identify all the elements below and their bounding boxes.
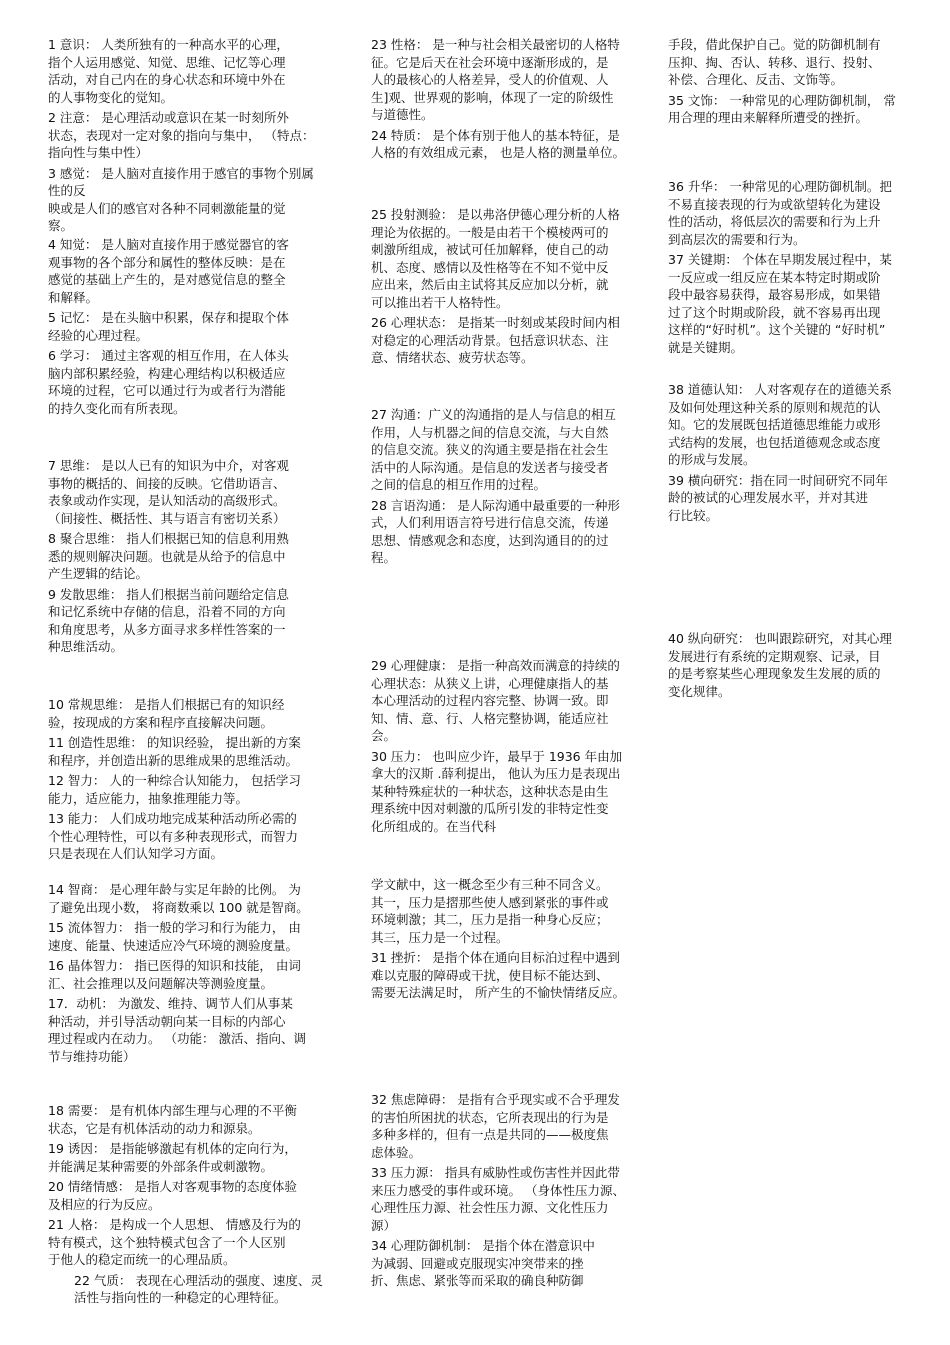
term-block-34-35	[668, 36, 918, 130]
term-entry: 27 沟通：广义的沟通指的是人与信息的相互 作用，人与机器之间的信息交流，与大自然 的信息交流。狭义的沟通主要是指在社会生 活中的人际沟通。是信息的发送者与接受者 之间的信息的相互作用的过程。	[371, 407, 616, 492]
term-block-30-31	[371, 876, 647, 1005]
term-entry: 26 心理状态： 是指某一时刻或某段时间内相 对稳定的心理活动背景。包括意识状态、注 意、情绪状态、疲劳状态等。	[371, 315, 620, 365]
term-entry: 12 智力： 人的一种综合认知能力， 包括学习 能力，适应能力，抽象推理能力等。	[48, 773, 301, 806]
term-entry: 9 发散思维： 指人们根据当前问题给定信息 和记忆系统中存储的信息，沿着不同的方向 和角度思考，从多方面寻求多样性答案的一 种思维活动。	[48, 586, 289, 654]
term-block-1-3	[48, 36, 324, 238]
term-entry: 7 思维： 是以人已有的知识为中介，对客观 事物的概括的、间接的反映。它借助语言、 表象或动作实现，是认知活动的高级形式。 （间接性、概括性、其与语言有密切关系）	[48, 458, 289, 526]
term-entry: 39 横向研究：指在同一时间研究不同年 龄的被试的心理发展水平，并对其进 行比较。	[668, 472, 888, 523]
term-entry: 14 智商： 是心理年龄与实足年龄的比例。 为 了避免出现小数， 将商数乘以 100 就是智商。	[48, 882, 309, 915]
term-entry: 3 感觉： 是人脑对直接作用于感官的事物个别属性的反 映或是人们的感官对各种不同刺激能量的觉 察。	[48, 165, 314, 233]
term-block-29-30	[371, 657, 647, 838]
term-entry: 学文献中，这一概念至少有三种不同含义。 其一，压力是摺那些使人感到紧张的事件或 环境刺激；其二，压力是指一种身心反应； 其三，压力是一个过程。	[371, 877, 609, 945]
term-entry: 1 意识： 人类所独有的一种高水平的心理， 指个人运用感觉、知觉、思维、记忆等心理 活动，对自己内在的身心状态和环境中外在 的人事物变化的觉知。	[48, 37, 289, 105]
term-block-32-34	[371, 1091, 647, 1293]
term-entry: 19 诱因： 是指能够激起有机体的定向行为， 并能满足某种需要的外部条件或刺激物。	[48, 1141, 297, 1174]
term-entry: 28 言语沟通： 是人际沟通中最重要的一种形 式，人们利用语言符号进行信息交流，传递 思想、情感观念和态度，达到沟通目的的过 程。	[371, 497, 620, 565]
term-entry: 23 性格： 是一种与社会相关最密切的人格特 征。它是后天在社会环境中逐渐形成的，是 人的最核心的人格差异，受人的价值观、人 生]观、世界观的影响，体现了一定的阶级性 与道德性。	[371, 37, 620, 122]
term-entry: 20 情绪情感： 是指人对客观事物的态度体验 及相应的行为反应。	[48, 1179, 297, 1212]
term-entry: 10 常规思维： 是指人们根据已有的知识经 验，按现成的方案和程序直接解决问题。	[48, 697, 285, 730]
term-entry: 36 升华： 一种常见的心理防御机制。把 不易直接表现的行为或欲望转化为建设 性的活动，将低层次的需要和行为上升 到高层次的需要和行为。	[668, 179, 892, 247]
term-entry: 29 心理健康： 是指一种高效而满意的持续的 心理状态：从狭义上讲，心理健康指人的基 本心理活动的过程内容完整、协调一致。即 知、情、意、行、人格完整协调，能适应社 会。	[371, 658, 620, 743]
term-entry: 40 纵向研究： 也叫跟踪研究，对其心理 发展进行有系统的定期观察、记录，目 的是考察某些心理现象发生发展的质的 变化规律。	[668, 631, 892, 699]
term-entry: 13 能力： 人们成功地完成某种活动所必需的 个性心理特性，可以有多种表现形式，而智力 只是表现在人们认知学习方面。	[48, 811, 299, 861]
term-entry: 16 晶体智力： 指已医得的知识和技能， 由词 汇、社会推理以及问题解决等测验度量。	[48, 958, 301, 991]
term-entry: 30 压力： 也叫应少许，最早于 1936 年由加 拿大的汉斯 .薛利提出， 他认为压力是表现出 某种特殊症状的一种状态，这种状态是由生 理系统中因对刺激的瓜所引发的非特定性变 化所组成的。在当代科	[371, 748, 623, 834]
term-entry: 24 特质： 是个体有别于他人的基本特征，是 人格的有效组成元素， 也是人格的测量单位。	[371, 127, 625, 160]
term-entry: 手段，借此保护自己。觉的防御机制有 压抑、掏、否认、转移、退行、投射、 补偿、合理化、反击、文饰等。	[668, 37, 881, 87]
term-entry: 8 聚合思维： 指人们根据已知的信息利用熟 悉的规则解决问题。也就是从给予的信息中 产生逻辑的结论。	[48, 531, 289, 581]
term-block-27-28	[371, 406, 647, 570]
term-entry: 22 气质： 表现在心理活动的强度、速度、灵 活性与指向性的一种稳定的心理特征。	[74, 1272, 323, 1305]
term-entry: 17．动机： 为激发、维持、调节人们从事某 种活动，并引导活动朝向某一目标的内部心 理过程或内在动力。 （功能： 激活、指向、调 节与维持功能）	[48, 996, 306, 1064]
term-block-7-9	[48, 457, 324, 659]
term-block-10-13	[48, 696, 324, 866]
term-entry: 25 投射测验： 是以弗洛伊德心理分析的人格 理论为依据的。一般是由若干个模棱两可的 刺激所组成，被试可任加解释，使自己的动 机、态度、感情以及性格等在不知不觉中反 应出来，然后由主试将其反应加以分析，就 可以推出若干人格特性。	[371, 207, 620, 310]
term-entry: 31 挫折： 是指个体在通向目标泊过程中遇到 难以克服的障碍或干扰，使目标不能达到、 需要无法满足时， 所产生的不愉快情绪反应。	[371, 950, 625, 1000]
term-entry: 4 知觉： 是人脑对直接作用于感觉器官的客 观事物的各个部分和属性的整体反映：是在 感觉的基础上产生的，是对感觉信息的整全 和解释。	[48, 237, 289, 305]
term-block-38-39	[668, 381, 918, 527]
term-entry: 5 记忆： 是在头脑中积累，保存和提取个体 经验的心理过程。	[48, 310, 289, 343]
term-entry: 11 创造性思维： 的知识经验， 提出新的方案 和程序，并创造出新的思维成果的思维活动。	[48, 735, 301, 768]
term-entry: 2 注意： 是心理活动或意识在某一时刻所外 状态，表现对一定对象的指向与集中， （特点： 指向性与集中性）	[48, 110, 315, 160]
term-block-23-24	[371, 36, 647, 165]
term-block-36-37	[668, 178, 918, 359]
term-block-14-17	[48, 881, 324, 1068]
term-block-18-22	[48, 1102, 324, 1310]
term-entry: 15 流体智力： 指一般的学习和行为能力， 由 速度、能量、快速适应冷气环境的测验度量。	[48, 920, 301, 953]
term-entry: 35 文饰： 一种常见的心理防御机制， 常 用合理的理由来解释所遭受的挫折。	[668, 92, 896, 125]
term-entry: 37 关键期： 个体在早期发展过程中，某 一反应或一组反应在某本特定时期或阶 段中最容易获得，最容易形成，如果错 过了这个时期或阶段，就不容易再出现 这样的“好时机”。这个关键的 “好时机” 就是关键期。	[668, 252, 892, 355]
term-entry: 33 压力源： 指具有威胁性或伤害性并因此带 来压力感受的事件或环境。 （身体性压力源、 心理性压力源、社会性压力源、文化性压力 源）	[371, 1165, 625, 1233]
term-block-40	[668, 630, 918, 703]
term-block-4-6	[48, 236, 324, 420]
term-entry: 6 学习： 通过主客观的相互作用，在人体头 脑内部积累经验，构建心理结构以积极适应 环境的过程，它可以通过行为或者行为潜能 的持久变化而有所表现。	[48, 348, 289, 416]
term-block-25-26	[371, 206, 647, 370]
term-entry: 21 人格： 是构成一个人思想、 情感及行为的 特有模式，这个独特模式包含了一个人区别 于他人的稳定而统一的心理品质。	[48, 1217, 301, 1267]
term-entry: 38 道德认知： 人对客观存在的道德关系 及如何处理这种关系的原则和规范的认 知。它的发展既包括道德思维能力或形 式结构的发展，也包括道德观念或态度 的形成与发展。	[668, 382, 892, 467]
term-entry: 34 心理防御机制： 是指个体在潜意识中 为减弱、回避或克服现实冲突带来的挫 折、焦虑、紧张等而采取的确良种防御	[371, 1238, 595, 1288]
term-entry: 18 需要： 是有机体内部生理与心理的不平衡 状态，它是有机体活动的动力和源泉。	[48, 1103, 297, 1136]
term-entry: 32 焦虑障碍： 是指有合乎现实或不合乎理发 的害怕所困扰的状态，它所表现出的行为是 多种多样的，但有一点是共同的——极度焦 虑体验。	[371, 1092, 620, 1160]
